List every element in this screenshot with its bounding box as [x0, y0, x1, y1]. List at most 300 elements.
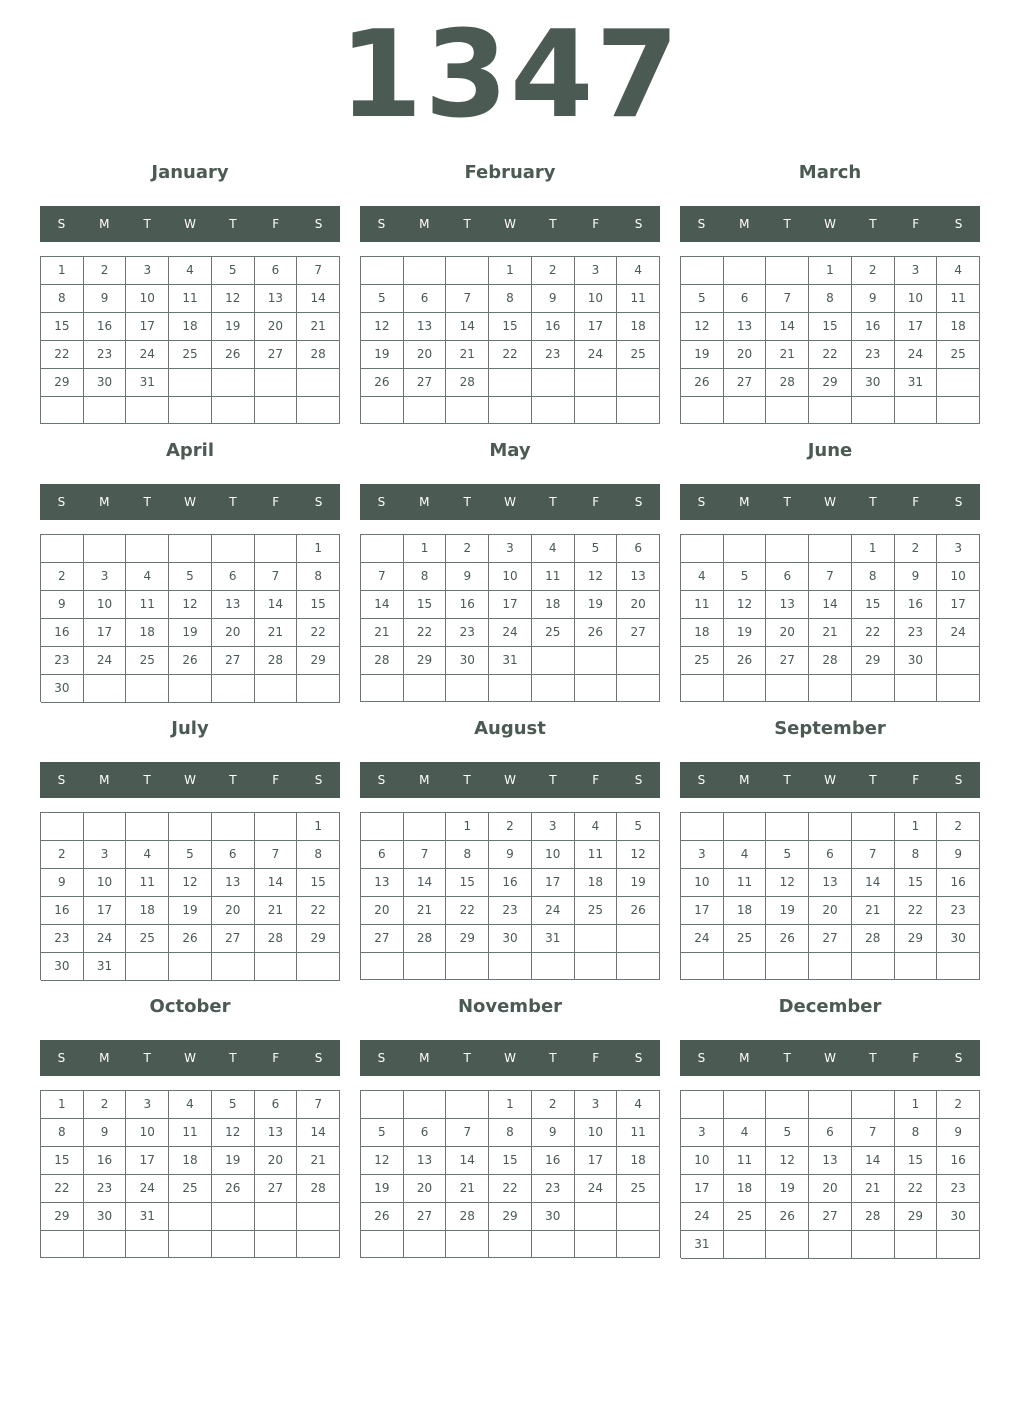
- day-cell: 9: [532, 1119, 575, 1147]
- day-cell: [724, 535, 767, 563]
- day-cell: 3: [681, 1119, 724, 1147]
- day-cell: 31: [681, 1231, 724, 1259]
- day-grid: [360, 1090, 660, 1258]
- day-cell: 8: [852, 563, 895, 591]
- weekday-label: S: [377, 1051, 386, 1065]
- day-cell: 28: [852, 925, 895, 953]
- day-cell: 28: [297, 341, 340, 369]
- day-cell: [617, 369, 660, 397]
- day-cell: 20: [361, 897, 404, 925]
- day-cell: 28: [255, 647, 298, 675]
- day-cell: 22: [489, 341, 532, 369]
- day-cell: 6: [809, 841, 852, 869]
- day-cell: [532, 397, 575, 424]
- day-cell: 9: [84, 285, 127, 313]
- weekday-label: M: [419, 217, 430, 231]
- day-cell: [212, 397, 255, 424]
- day-cell: [404, 675, 447, 702]
- day-cell: [532, 675, 575, 702]
- day-cell: 21: [446, 1175, 489, 1203]
- day-cell: 24: [937, 619, 980, 647]
- day-cell: 7: [255, 841, 298, 869]
- day-cell: 6: [361, 841, 404, 869]
- day-cell: 13: [809, 1147, 852, 1175]
- day-cell: 3: [937, 535, 980, 563]
- weekday-label: S: [634, 773, 643, 787]
- day-cell: 22: [404, 619, 447, 647]
- day-cell: 7: [446, 285, 489, 313]
- day-cell: 10: [895, 285, 938, 313]
- day-cell: 12: [212, 285, 255, 313]
- day-cell: 30: [852, 369, 895, 397]
- day-cell: [212, 369, 255, 397]
- weekday-label: W: [504, 773, 516, 787]
- day-cell: [937, 369, 980, 397]
- weekday-label: S: [697, 495, 706, 509]
- day-grid: [360, 256, 660, 424]
- day-cell: 27: [212, 647, 255, 675]
- day-cell: [169, 369, 212, 397]
- day-cell: [41, 1231, 84, 1258]
- day-cell: 13: [212, 591, 255, 619]
- day-cell: 22: [895, 1175, 938, 1203]
- day-cell: [84, 397, 127, 424]
- day-cell: 12: [724, 591, 767, 619]
- day-cell: 8: [404, 563, 447, 591]
- day-cell: 18: [169, 1147, 212, 1175]
- day-cell: 18: [575, 869, 618, 897]
- day-cell: 1: [41, 1091, 84, 1119]
- day-cell: 2: [937, 813, 980, 841]
- day-cell: 17: [532, 869, 575, 897]
- day-cell: 31: [489, 647, 532, 675]
- day-cell: 6: [404, 1119, 447, 1147]
- day-cell: [126, 675, 169, 703]
- weekday-label: M: [99, 217, 110, 231]
- weekday-label: T: [463, 773, 471, 787]
- day-cell: 28: [361, 647, 404, 675]
- day-cell: [446, 257, 489, 285]
- day-cell: 3: [489, 535, 532, 563]
- day-cell: [766, 1231, 809, 1259]
- day-cell: 20: [809, 1175, 852, 1203]
- day-cell: [169, 535, 212, 563]
- day-cell: 30: [895, 647, 938, 675]
- day-cell: [489, 1231, 532, 1258]
- day-cell: [84, 535, 127, 563]
- day-cell: [489, 953, 532, 980]
- day-cell: 17: [126, 1147, 169, 1175]
- weekday-label: M: [99, 773, 110, 787]
- day-cell: 26: [212, 1175, 255, 1203]
- day-cell: 7: [297, 1091, 340, 1119]
- day-cell: 21: [361, 619, 404, 647]
- day-cell: 18: [126, 619, 169, 647]
- day-cell: 26: [617, 897, 660, 925]
- day-grid: [680, 812, 980, 980]
- weekday-label: M: [739, 217, 750, 231]
- day-cell: 5: [169, 841, 212, 869]
- weekday-label: M: [419, 495, 430, 509]
- day-cell: 25: [681, 647, 724, 675]
- weekday-label: T: [229, 773, 237, 787]
- day-cell: 5: [766, 841, 809, 869]
- day-cell: 21: [297, 1147, 340, 1175]
- day-cell: 27: [617, 619, 660, 647]
- day-cell: 13: [212, 869, 255, 897]
- day-cell: [169, 1231, 212, 1258]
- day-cell: 16: [41, 619, 84, 647]
- day-cell: 19: [212, 313, 255, 341]
- day-cell: [41, 813, 84, 841]
- day-cell: 26: [681, 369, 724, 397]
- day-cell: 3: [575, 257, 618, 285]
- day-cell: 10: [681, 1147, 724, 1175]
- day-cell: [255, 397, 298, 424]
- day-cell: [532, 953, 575, 980]
- day-cell: 14: [852, 869, 895, 897]
- day-cell: [169, 675, 212, 703]
- day-cell: 25: [617, 1175, 660, 1203]
- day-cell: 27: [255, 341, 298, 369]
- day-cell: 6: [809, 1119, 852, 1147]
- weekday-label: T: [143, 773, 151, 787]
- day-cell: [404, 813, 447, 841]
- day-cell: 20: [255, 1147, 298, 1175]
- day-cell: 26: [724, 647, 767, 675]
- day-cell: [852, 813, 895, 841]
- day-cell: 8: [489, 1119, 532, 1147]
- day-cell: [212, 1231, 255, 1258]
- day-cell: 9: [41, 869, 84, 897]
- day-cell: 27: [212, 925, 255, 953]
- day-cell: 29: [809, 369, 852, 397]
- day-cell: 4: [724, 841, 767, 869]
- weekday-header: [360, 1040, 660, 1076]
- day-cell: 2: [489, 813, 532, 841]
- month-name: August: [474, 718, 546, 739]
- day-cell: 29: [489, 1203, 532, 1231]
- weekday-label: M: [99, 1051, 110, 1065]
- day-cell: 9: [489, 841, 532, 869]
- day-cell: 13: [361, 869, 404, 897]
- day-cell: 17: [575, 313, 618, 341]
- day-cell: 19: [766, 1175, 809, 1203]
- day-cell: [361, 675, 404, 702]
- day-cell: 14: [255, 869, 298, 897]
- day-cell: 24: [84, 647, 127, 675]
- day-cell: 6: [212, 841, 255, 869]
- day-cell: [724, 257, 767, 285]
- day-grid: [360, 534, 660, 702]
- day-cell: 5: [724, 563, 767, 591]
- day-cell: [404, 1231, 447, 1258]
- day-cell: 14: [255, 591, 298, 619]
- day-cell: 11: [617, 285, 660, 313]
- day-cell: 29: [895, 925, 938, 953]
- weekday-header: [360, 762, 660, 798]
- day-cell: 30: [489, 925, 532, 953]
- day-cell: 20: [766, 619, 809, 647]
- day-cell: 25: [724, 1203, 767, 1231]
- day-cell: 30: [446, 647, 489, 675]
- day-cell: 2: [895, 535, 938, 563]
- day-cell: [937, 647, 980, 675]
- day-cell: [361, 813, 404, 841]
- day-cell: 17: [895, 313, 938, 341]
- day-cell: 15: [489, 313, 532, 341]
- month-name: July: [171, 718, 209, 739]
- day-cell: 4: [575, 813, 618, 841]
- weekday-label: W: [504, 495, 516, 509]
- day-cell: 26: [169, 925, 212, 953]
- weekday-header: [360, 484, 660, 520]
- day-cell: 11: [575, 841, 618, 869]
- day-cell: 17: [84, 619, 127, 647]
- day-cell: 8: [895, 1119, 938, 1147]
- day-cell: 1: [297, 535, 340, 563]
- day-cell: [766, 1091, 809, 1119]
- day-cell: [255, 675, 298, 703]
- day-cell: 18: [126, 897, 169, 925]
- weekday-header: [680, 206, 980, 242]
- day-cell: [297, 953, 340, 981]
- day-cell: 12: [361, 1147, 404, 1175]
- day-cell: [404, 397, 447, 424]
- day-cell: 20: [404, 1175, 447, 1203]
- day-cell: [126, 1231, 169, 1258]
- day-cell: 10: [575, 1119, 618, 1147]
- day-cell: [575, 1203, 618, 1231]
- day-cell: 25: [617, 341, 660, 369]
- day-cell: 3: [681, 841, 724, 869]
- day-cell: 3: [532, 813, 575, 841]
- day-cell: 8: [41, 285, 84, 313]
- day-cell: 19: [681, 341, 724, 369]
- day-cell: [297, 675, 340, 703]
- weekday-label: W: [824, 217, 836, 231]
- day-cell: 3: [126, 257, 169, 285]
- day-cell: [169, 953, 212, 981]
- day-cell: [724, 813, 767, 841]
- day-cell: 5: [212, 257, 255, 285]
- day-cell: 2: [532, 257, 575, 285]
- day-cell: 27: [724, 369, 767, 397]
- weekday-label: M: [739, 773, 750, 787]
- day-cell: [617, 925, 660, 953]
- weekday-label: M: [739, 1051, 750, 1065]
- weekday-label: M: [419, 773, 430, 787]
- day-cell: 3: [895, 257, 938, 285]
- day-cell: 23: [84, 341, 127, 369]
- day-cell: [766, 397, 809, 424]
- weekday-label: T: [463, 495, 471, 509]
- weekday-label: S: [697, 217, 706, 231]
- day-cell: 12: [169, 591, 212, 619]
- day-cell: 20: [404, 341, 447, 369]
- day-cell: 5: [169, 563, 212, 591]
- day-cell: 6: [404, 285, 447, 313]
- day-cell: [852, 675, 895, 702]
- day-cell: 1: [489, 257, 532, 285]
- day-cell: 1: [404, 535, 447, 563]
- day-cell: 4: [724, 1119, 767, 1147]
- day-cell: [489, 369, 532, 397]
- day-cell: [126, 813, 169, 841]
- day-cell: 10: [937, 563, 980, 591]
- day-cell: 1: [895, 1091, 938, 1119]
- day-cell: [724, 953, 767, 980]
- day-cell: 22: [41, 341, 84, 369]
- weekday-header: [680, 484, 980, 520]
- day-cell: 13: [404, 313, 447, 341]
- day-cell: [809, 1091, 852, 1119]
- month-name: December: [778, 996, 882, 1017]
- day-cell: 28: [297, 1175, 340, 1203]
- day-cell: 30: [41, 953, 84, 981]
- day-cell: [681, 535, 724, 563]
- day-cell: 18: [617, 313, 660, 341]
- day-cell: 9: [532, 285, 575, 313]
- weekday-label: F: [272, 495, 280, 509]
- day-cell: 21: [297, 313, 340, 341]
- day-cell: [446, 953, 489, 980]
- weekday-label: W: [504, 217, 516, 231]
- day-cell: 12: [169, 869, 212, 897]
- weekday-label: T: [463, 1051, 471, 1065]
- day-cell: 5: [766, 1119, 809, 1147]
- day-cell: [895, 397, 938, 424]
- day-cell: 25: [575, 897, 618, 925]
- month-name: May: [489, 440, 531, 461]
- day-cell: 16: [532, 1147, 575, 1175]
- day-cell: 28: [255, 925, 298, 953]
- day-cell: 14: [852, 1147, 895, 1175]
- weekday-label: T: [783, 773, 791, 787]
- day-cell: 5: [361, 1119, 404, 1147]
- weekday-label: M: [739, 495, 750, 509]
- day-cell: 19: [361, 1175, 404, 1203]
- weekday-label: F: [912, 217, 920, 231]
- day-cell: 24: [575, 1175, 618, 1203]
- day-cell: [361, 1091, 404, 1119]
- day-cell: 10: [575, 285, 618, 313]
- day-cell: 19: [724, 619, 767, 647]
- day-cell: 17: [681, 1175, 724, 1203]
- day-cell: 22: [297, 619, 340, 647]
- day-cell: [852, 1231, 895, 1259]
- day-cell: 2: [532, 1091, 575, 1119]
- day-cell: 25: [169, 341, 212, 369]
- weekday-header: [40, 1040, 340, 1076]
- day-cell: [297, 369, 340, 397]
- day-cell: 29: [297, 647, 340, 675]
- day-cell: 13: [255, 1119, 298, 1147]
- day-cell: 7: [766, 285, 809, 313]
- day-cell: 24: [681, 925, 724, 953]
- day-cell: 31: [84, 953, 127, 981]
- day-cell: [169, 1203, 212, 1231]
- month-name: February: [464, 162, 556, 183]
- weekday-label: F: [912, 1051, 920, 1065]
- day-cell: 18: [617, 1147, 660, 1175]
- weekday-label: M: [419, 1051, 430, 1065]
- day-cell: 15: [297, 591, 340, 619]
- day-cell: 30: [937, 1203, 980, 1231]
- day-grid: [40, 812, 340, 980]
- day-cell: [766, 257, 809, 285]
- day-cell: 30: [937, 925, 980, 953]
- day-cell: [766, 675, 809, 702]
- day-cell: 8: [297, 841, 340, 869]
- day-cell: 21: [852, 1175, 895, 1203]
- day-cell: 24: [532, 897, 575, 925]
- day-cell: [255, 813, 298, 841]
- day-cell: 13: [724, 313, 767, 341]
- day-cell: 9: [84, 1119, 127, 1147]
- weekday-label: S: [377, 773, 386, 787]
- day-cell: [361, 257, 404, 285]
- day-cell: 11: [532, 563, 575, 591]
- day-cell: 20: [255, 313, 298, 341]
- day-cell: 25: [169, 1175, 212, 1203]
- day-cell: 28: [852, 1203, 895, 1231]
- day-cell: 12: [681, 313, 724, 341]
- weekday-label: S: [314, 495, 323, 509]
- day-cell: 12: [766, 869, 809, 897]
- day-cell: 7: [446, 1119, 489, 1147]
- day-cell: 2: [852, 257, 895, 285]
- weekday-label: T: [143, 217, 151, 231]
- day-cell: 23: [532, 341, 575, 369]
- day-cell: 17: [937, 591, 980, 619]
- day-cell: 7: [404, 841, 447, 869]
- day-cell: 26: [361, 1203, 404, 1231]
- weekday-label: F: [912, 773, 920, 787]
- day-cell: 29: [895, 1203, 938, 1231]
- month-name: September: [774, 718, 886, 739]
- day-cell: [41, 397, 84, 424]
- day-cell: 17: [489, 591, 532, 619]
- day-cell: [809, 1231, 852, 1259]
- day-cell: 16: [937, 1147, 980, 1175]
- weekday-label: T: [229, 217, 237, 231]
- day-cell: 11: [126, 869, 169, 897]
- weekday-label: S: [954, 217, 963, 231]
- day-cell: 7: [809, 563, 852, 591]
- day-cell: 1: [446, 813, 489, 841]
- day-cell: 27: [809, 925, 852, 953]
- day-cell: [766, 953, 809, 980]
- day-cell: 10: [126, 1119, 169, 1147]
- weekday-label: T: [869, 217, 877, 231]
- day-cell: 17: [575, 1147, 618, 1175]
- day-cell: [617, 1203, 660, 1231]
- day-cell: [575, 1231, 618, 1258]
- day-cell: 14: [297, 1119, 340, 1147]
- day-cell: 30: [41, 675, 84, 703]
- day-cell: [809, 675, 852, 702]
- day-cell: 26: [169, 647, 212, 675]
- day-cell: 1: [852, 535, 895, 563]
- day-cell: 22: [41, 1175, 84, 1203]
- day-cell: 24: [84, 925, 127, 953]
- day-cell: 18: [681, 619, 724, 647]
- weekday-label: S: [697, 1051, 706, 1065]
- day-cell: 8: [446, 841, 489, 869]
- day-cell: 13: [255, 285, 298, 313]
- day-cell: 25: [126, 925, 169, 953]
